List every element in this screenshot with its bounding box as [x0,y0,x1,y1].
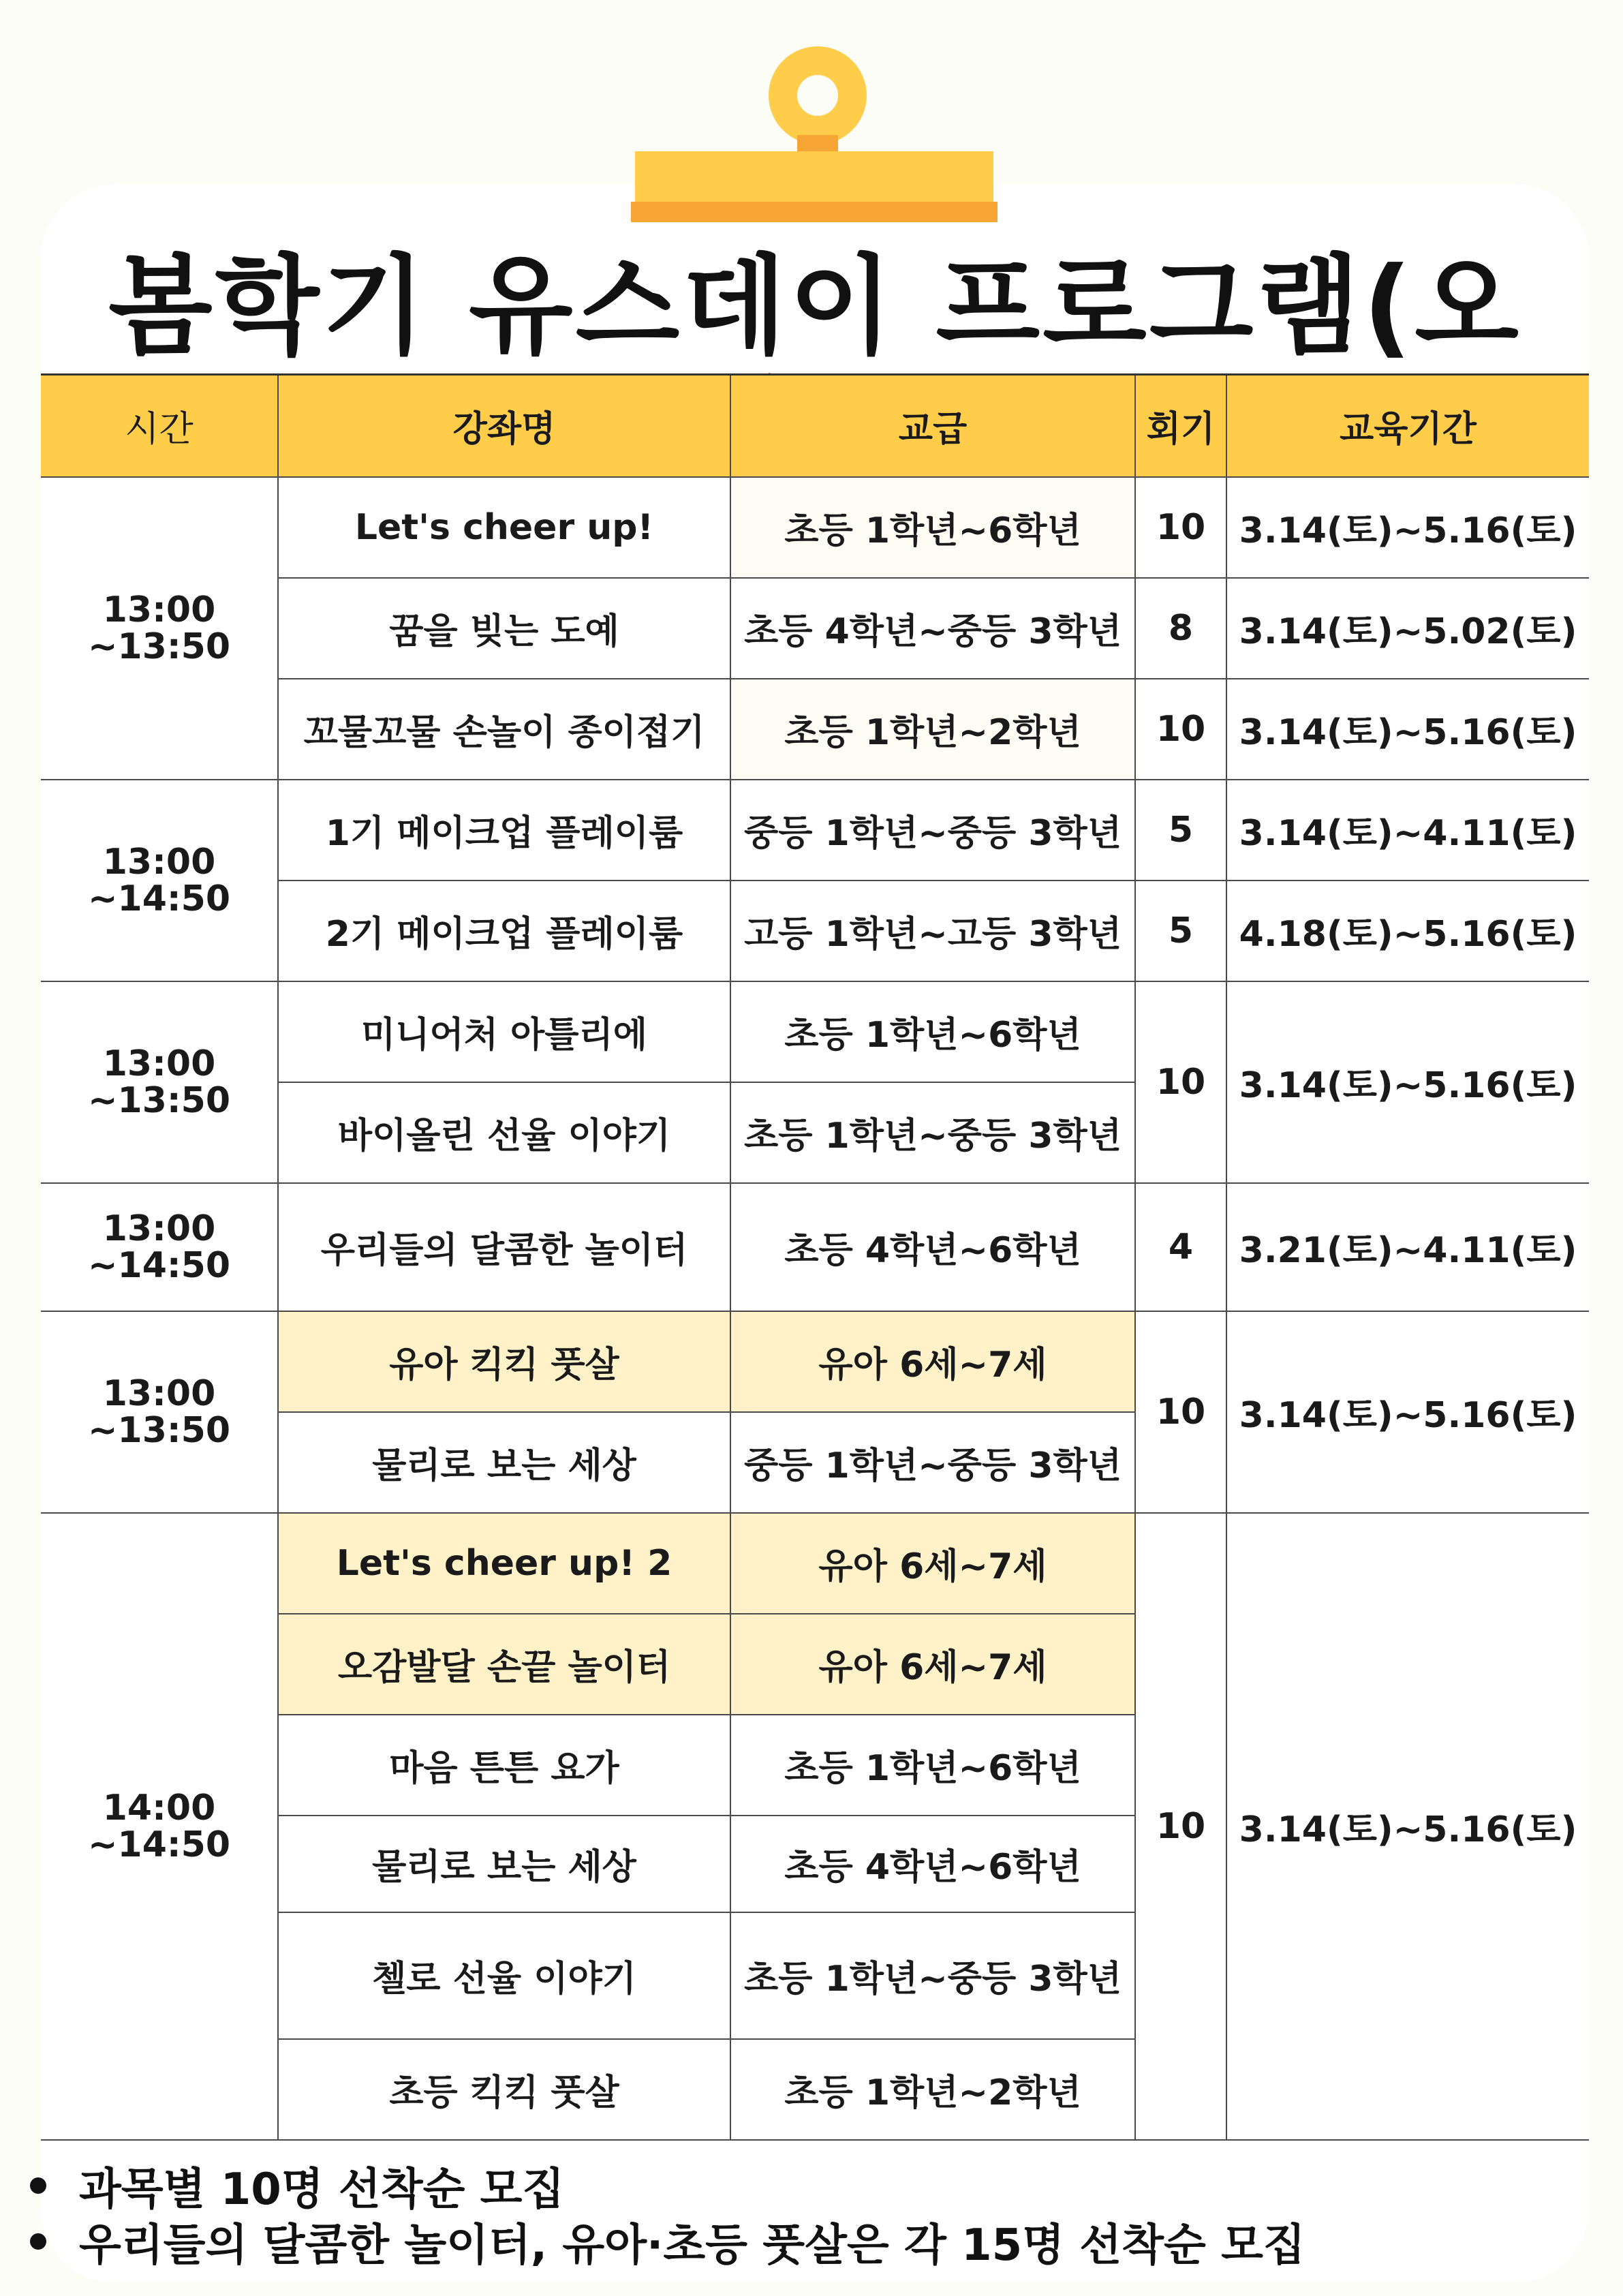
grade-cell: 초등 1학년~중등 3학년 [730,1082,1135,1183]
period-cell: 3.14(토)~5.16(토) [1226,1311,1589,1513]
grade-cell: 유아 6세~7세 [730,1614,1135,1715]
grade-cell: 초등 1학년~중등 3학년 [730,1912,1135,2039]
sessions-cell: 4 [1135,1183,1226,1311]
course-cell: 2기 메이크업 플레이룸 [278,881,730,981]
grade-cell: 중등 1학년~중등 3학년 [730,780,1135,881]
period-cell: 4.18(토)~5.16(토) [1226,881,1589,981]
table-row [41,1183,1589,1311]
grade-cell: 초등 1학년~6학년 [730,477,1135,578]
time-cell [41,1183,278,1311]
header-course: 강좌명 [278,375,730,477]
time-end: ~13:50 [87,1409,231,1451]
sessions-cell: 10 [1135,981,1226,1183]
grade-cell: 유아 6세~7세 [730,1311,1135,1412]
table-row [41,981,1589,1082]
course-cell: Let's cheer up! 2 [278,1513,730,1614]
clipboard-clip-shadow [631,202,998,222]
period-cell: 3.14(토)~5.16(토) [1226,477,1589,578]
bullet-icon [30,2233,46,2250]
period-cell: 3.21(토)~4.11(토) [1226,1183,1589,1311]
time-end: ~14:50 [87,1244,231,1286]
course-cell: 꼬물꼬물 손놀이 종이접기 [278,679,730,780]
grade-cell: 초등 4학년~6학년 [730,1816,1135,1912]
grade-cell: 유아 6세~7세 [730,1513,1135,1614]
time-cell [41,1513,278,2140]
sessions-cell: 10 [1135,477,1226,578]
course-cell: 첼로 선율 이야기 [278,1912,730,2039]
note-item [30,2158,1597,2214]
sessions-cell: 10 [1135,679,1226,780]
clip-ring-hole [797,75,838,116]
header-period: 교육기간 [1226,375,1589,477]
period-cell: 3.14(토)~4.11(토) [1226,780,1589,881]
sessions-cell: 8 [1135,578,1226,679]
note-text: 과목별 10명 선착순 모집 [79,2164,565,2215]
table-row [41,1513,1589,1614]
time-start: 13:00 [102,1208,216,1249]
header-time: 시간 [41,375,278,477]
table-header-row [41,375,1589,477]
header-grade: 교급 [730,375,1135,477]
time-cell [41,477,278,780]
course-cell: 1기 메이크업 플레이룸 [278,780,730,881]
period-cell: 3.14(토)~5.16(토) [1226,1513,1589,2140]
grade-cell: 초등 1학년~6학년 [730,1715,1135,1816]
grade-cell: 초등 4학년~6학년 [730,1183,1135,1311]
period-cell: 3.14(토)~5.02(토) [1226,578,1589,679]
page-title: 봄학기 유스데이 프로그램(오 [108,244,1521,369]
period-cell: 3.14(토)~5.16(토) [1226,679,1589,780]
time-start: 13:00 [102,1043,216,1084]
sessions-cell: 5 [1135,881,1226,981]
course-cell: 물리로 보는 세상 [278,1412,730,1513]
course-cell: 초등 킥킥 풋살 [278,2039,730,2140]
time-start: 13:00 [102,589,216,630]
time-end: ~13:50 [87,626,231,667]
grade-cell: 초등 4학년~중등 3학년 [730,578,1135,679]
table-row [41,780,1589,881]
grade-cell: 초등 1학년~2학년 [730,2039,1135,2140]
table-row [41,477,1589,578]
notes-list [30,2158,1597,2269]
course-cell: 물리로 보는 세상 [278,1816,730,1912]
note-item [30,2214,1597,2269]
time-start: 14:00 [102,1787,216,1828]
clipboard-clip-icon [635,151,993,202]
course-cell: 마음 튼튼 요가 [278,1715,730,1816]
bullet-icon [30,2177,46,2194]
time-end: ~14:50 [87,1824,231,1865]
time-end: ~14:50 [87,878,231,919]
course-cell: 바이올린 선율 이야기 [278,1082,730,1183]
table-row [41,1311,1589,1412]
course-cell: 꿈을 빚는 도예 [278,578,730,679]
course-cell: 오감발달 손끝 놀이터 [278,1614,730,1715]
course-cell: Let's cheer up! [278,477,730,578]
schedule-table [41,373,1589,2141]
course-cell: 미니어처 아틀리에 [278,981,730,1082]
grade-cell: 초등 1학년~6학년 [730,981,1135,1082]
sessions-cell: 10 [1135,1513,1226,2140]
grade-cell: 고등 1학년~고등 3학년 [730,881,1135,981]
sessions-cell: 10 [1135,1311,1226,1513]
course-cell: 우리들의 달콤한 놀이터 [278,1183,730,1311]
time-cell [41,981,278,1183]
grade-cell: 초등 1학년~2학년 [730,679,1135,780]
time-end: ~13:50 [87,1080,231,1121]
course-cell: 유아 킥킥 풋살 [278,1311,730,1412]
grade-cell: 중등 1학년~중등 3학년 [730,1412,1135,1513]
header-sessions: 회기 [1135,375,1226,477]
time-start: 13:00 [102,841,216,883]
clip-neck [797,135,838,153]
sessions-cell: 5 [1135,780,1226,881]
time-cell [41,780,278,981]
period-cell: 3.14(토)~5.16(토) [1226,981,1589,1183]
time-cell [41,1311,278,1513]
time-start: 13:00 [102,1373,216,1414]
note-text: 우리들의 달콤한 놀이터, 유아·초등 풋살은 각 15명 선착순 모집 [79,2220,1305,2271]
